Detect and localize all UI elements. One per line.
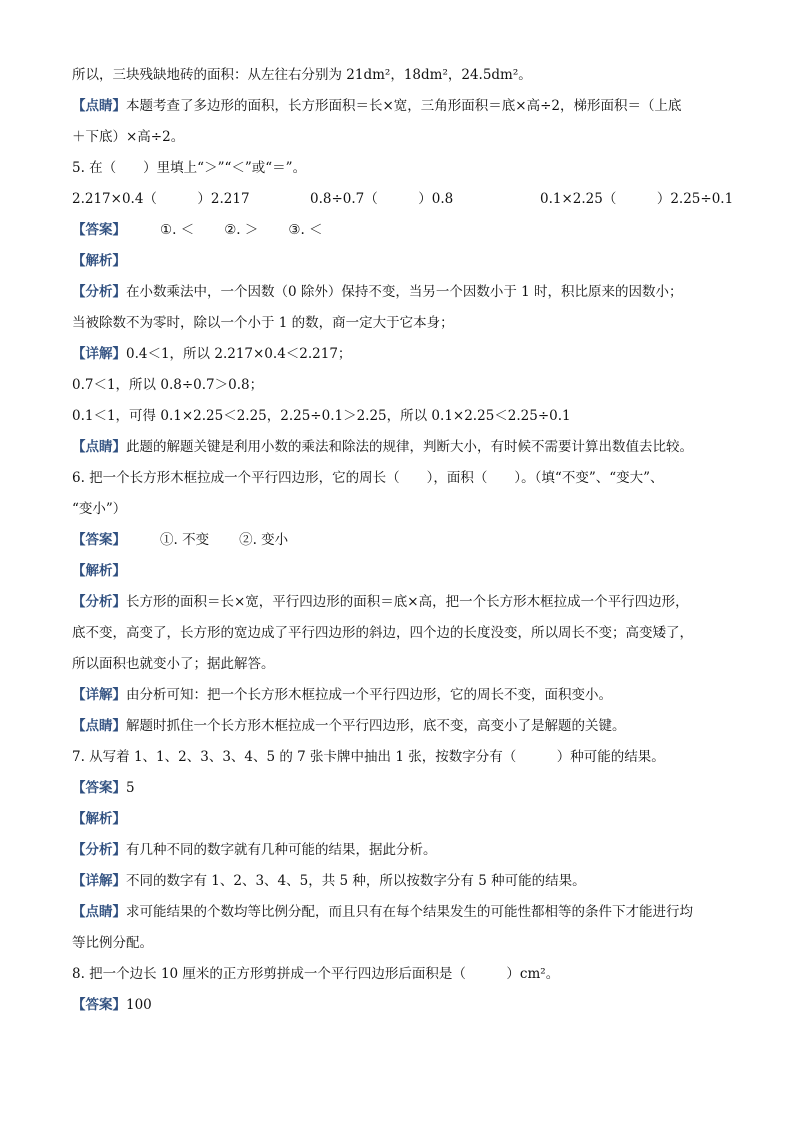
text-line: 底不变，高变了，长方形的宽边成了平行四边形的斜边，四个边的长度没变，所以周长不变；高变矮了，	[72, 625, 693, 641]
q5-item-c: 0.1×2.25（ ）2.25÷0.1	[540, 191, 734, 207]
question-5-items	[72, 184, 734, 215]
remark-text: 本题考查了多边形的面积，长方形面积＝长×宽，三角形面积＝底×高÷2，梯形面积＝（上底	[126, 98, 682, 114]
answer-tag: 【答案】	[72, 997, 126, 1013]
analysis-line	[72, 277, 714, 308]
q5-item-b: 0.8÷0.7（ ）0.8	[310, 191, 454, 207]
analysis-text: 在小数乘法中，一个因数（0 除外）保持不变，当另一个因数小于 1 时，积比原来的因数小；	[126, 284, 683, 300]
text-line: 当被除数不为零时，除以一个小于 1 的数，商一定大于它本身；	[72, 315, 454, 331]
text-line: 0.1＜1，可得 0.1×2.25＜2.25，2.25÷0.1＞2.25，所以 0.1×2.25＜2.25÷0.1	[72, 408, 571, 424]
remark-tag: 【点睛】	[72, 98, 126, 114]
analysis-tag: 【分析】	[72, 284, 126, 300]
answer-1: ①. ＜	[160, 222, 195, 238]
analysis-tag: 【分析】	[72, 594, 126, 610]
text-line: “变小”）	[72, 501, 127, 517]
analysis-text: 长方形的面积＝长×宽，平行四边形的面积＝底×高，把一个长方形木框拉成一个平行四边形，	[126, 594, 689, 610]
remark-tag: 【点睛】	[72, 904, 126, 920]
detail-tag: 【详解】	[72, 346, 126, 362]
remark-line	[72, 897, 714, 928]
answer-tag: 【答案】	[72, 222, 126, 238]
analysis-text: 有几种不同的数字就有几种可能的结果，据此分析。	[126, 842, 437, 858]
detail-line	[72, 339, 714, 370]
remark-line	[72, 432, 714, 463]
remark-text: 解题时抓住一个长方形木框拉成一个平行四边形，底不变，高变小了是解题的关键。	[126, 718, 626, 734]
text-line: 所以面积也就变小了；据此解答。	[72, 656, 275, 672]
detail-line	[72, 680, 714, 711]
answer-tag: 【答案】	[72, 780, 126, 796]
analysis-heading: 【解析】	[72, 563, 126, 579]
q5-item-a: 2.217×0.4（ ）2.217	[72, 191, 250, 207]
answer-line	[72, 990, 714, 1021]
question-5-title: 5. 在（ ）里填上“＞”“＜”或“＝”。	[72, 160, 307, 176]
detail-text: 0.4＜1，所以 2.217×0.4＜2.217；	[126, 346, 352, 362]
answer-line	[72, 525, 714, 556]
text-line: ＋下底）×高÷2。	[72, 129, 185, 145]
answer-tag: 【答案】	[72, 532, 126, 548]
answer-1: ①. 不变	[160, 532, 210, 548]
detail-tag: 【详解】	[72, 873, 126, 889]
text-line: 0.7＜1，所以 0.8÷0.7＞0.8；	[72, 377, 264, 393]
text-line: 等比例分配。	[72, 935, 153, 951]
answer-value: 5	[126, 780, 135, 796]
answer-line	[72, 773, 714, 804]
remark-line	[72, 91, 714, 122]
question-8-title: 8. 把一个边长 10 厘米的正方形剪拼成一个平行四边形后面积是（ ）cm²。	[72, 966, 560, 982]
detail-tag: 【详解】	[72, 687, 126, 703]
answer-value: 100	[126, 997, 152, 1013]
analysis-line	[72, 835, 714, 866]
analysis-tag: 【分析】	[72, 842, 126, 858]
analysis-heading: 【解析】	[72, 253, 126, 269]
remark-tag: 【点睛】	[72, 439, 126, 455]
detail-text: 不同的数字有 1、2、3、4、5，共 5 种，所以按数字分有 5 种可能的结果。	[126, 873, 586, 889]
question-6-title: 6. 把一个长方形木框拉成一个平行四边形，它的周长（ ），面积（ ）。（填“不变”、“变大”、	[72, 470, 664, 486]
answer-line	[72, 215, 714, 246]
analysis-heading: 【解析】	[72, 811, 126, 827]
text-line: 所以，三块残缺地砖的面积：从左往右分别为 21dm²，18dm²，24.5dm²。	[72, 67, 532, 83]
answer-2: ②. ＞	[224, 222, 259, 238]
detail-line	[72, 866, 714, 897]
answer-3: ③. ＜	[288, 222, 323, 238]
question-7-title: 7. 从写着 1、1、2、3、3、4、5 的 7 张卡牌中抽出 1 张，按数字分有（ ）种可能的结果。	[72, 749, 665, 765]
remark-text: 此题的解题关键是利用小数的乘法和除法的规律，判断大小，有时候不需要计算出数值去比较。	[126, 439, 693, 455]
detail-text: 由分析可知：把一个长方形木框拉成一个平行四边形，它的周长不变，面积变小。	[126, 687, 612, 703]
remark-text: 求可能结果的个数均等比例分配，而且只有在每个结果发生的可能性都相等的条件下才能进行均	[126, 904, 693, 920]
remark-tag: 【点睛】	[72, 718, 126, 734]
analysis-line	[72, 587, 714, 618]
remark-line	[72, 711, 714, 742]
answer-2: ②. 变小	[239, 532, 289, 548]
